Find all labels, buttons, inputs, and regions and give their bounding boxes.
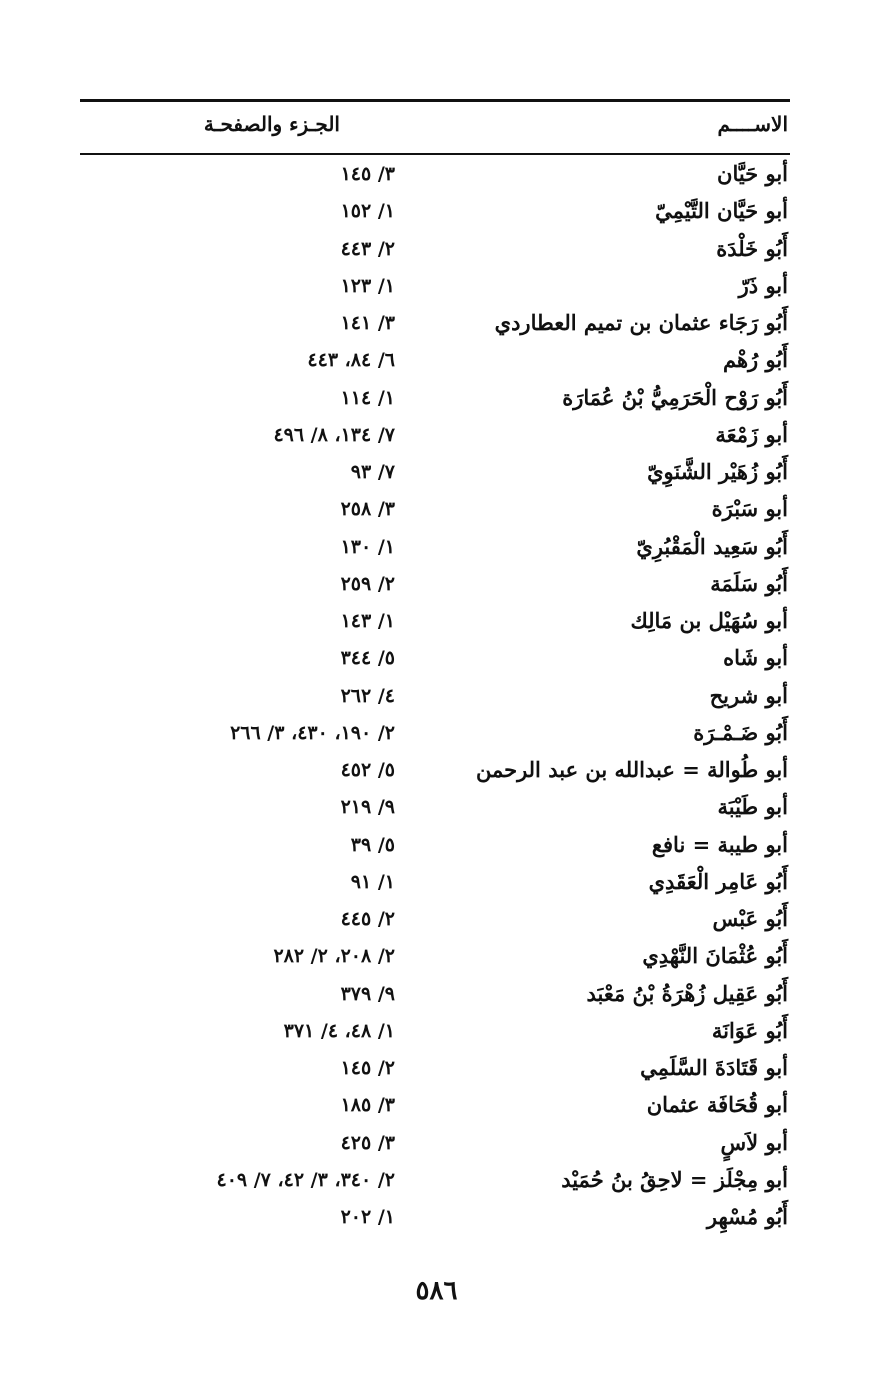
entry-reference-text: ٧/ ٩٣ [350, 461, 395, 483]
index-list [80, 155, 790, 1235]
entry-reference [80, 308, 395, 338]
entry-reference-text: ١/ ١٢٣ [340, 274, 395, 297]
entry-name: أَبُو عُثْمَانَ النَّهْدِي [642, 943, 788, 969]
entry-name: أبو طُوالة = عبدالله بن عبد الرحمن [475, 757, 788, 782]
entry-name: أبو حَيَّان التَّيْمِيّ [655, 198, 788, 224]
index-entry [80, 1086, 790, 1123]
index-entry [80, 490, 790, 527]
index-entry [80, 863, 790, 900]
entry-reference [80, 1090, 395, 1120]
entry-name: أبو ذَرّ [738, 272, 788, 298]
top-rule [80, 99, 790, 102]
entry-reference [80, 1165, 395, 1195]
entry-name: أَبُو مُسْهِر [706, 1204, 788, 1229]
index-entry [80, 1161, 790, 1198]
index-entry [80, 416, 790, 453]
entry-reference-text: ١/ ١٤٣ [340, 610, 395, 632]
entry-reference [80, 979, 395, 1009]
index-entry [80, 379, 790, 416]
entry-name: أَبُو عَقِيل زُهْرَةُ بْنُ مَعْبَد [586, 980, 788, 1006]
entry-name: أَبُو عَامِر الْعَقَدِي [648, 868, 788, 894]
entry-reference [80, 234, 395, 264]
index-entry [80, 826, 790, 863]
entry-reference-text: ١/ ١١٤ [340, 386, 395, 409]
entry-reference-text: ٩/ ٢١٩ [340, 796, 395, 819]
entry-reference-text: ٧/ ١٣٤، ٨/ ٤٩٦ [273, 423, 395, 446]
entry-reference [80, 420, 395, 450]
entry-reference [80, 1128, 395, 1158]
entry-reference [80, 1053, 395, 1083]
table-header [80, 112, 790, 146]
entry-reference [80, 830, 395, 860]
index-entry [80, 937, 790, 974]
index-entry [80, 453, 790, 490]
page-number: ٥٨٦ [415, 1276, 458, 1306]
entry-name: أَبُو رَجَاء عثمان بن تميم العطاردي [494, 310, 788, 335]
entry-name: أَبُو رَوْح الْحَرَمِيُّ بْنُ عُمَارَة [562, 384, 788, 410]
index-entry [80, 341, 790, 378]
entry-reference [80, 681, 395, 711]
entry-reference-text: ٣/ ٢٥٨ [340, 498, 395, 521]
entry-name: أَبُو عَبْس [712, 906, 788, 931]
entry-reference [80, 1016, 395, 1046]
entry-reference [80, 643, 395, 673]
entry-reference-text: ٣/ ١٨٥ [340, 1094, 395, 1117]
entry-name: أبو قَتَادَةَ السَّلَمِي [640, 1055, 788, 1080]
index-entry [80, 1124, 790, 1161]
index-entry [80, 155, 790, 192]
entry-name: أَبُو عَوَانَة [711, 1017, 788, 1043]
index-entry [80, 788, 790, 825]
index-entry [80, 304, 790, 341]
entry-reference-text: ١/ ٩١ [350, 870, 395, 893]
entry-reference [80, 606, 395, 636]
index-entry [80, 267, 790, 304]
entry-reference-text: ٢/ ٢٠٨، ٢/ ٢٨٢ [273, 945, 395, 968]
index-entry [80, 751, 790, 788]
entry-reference [80, 494, 395, 524]
entry-reference [80, 345, 395, 375]
entry-reference-text: ٥/ ٤٥٢ [340, 759, 395, 781]
entry-name: أبو طيبة = نافع [651, 831, 788, 857]
entry-reference-text: ٣/ ٤٢٥ [340, 1131, 395, 1154]
entry-name: أَبُو خَلْدَة [716, 235, 788, 261]
index-entry [80, 975, 790, 1012]
index-entry [80, 565, 790, 602]
entry-name: أبو سُهَيْل بن مَالِك [630, 608, 788, 633]
entry-name: أبو سَبْرَة [711, 496, 788, 522]
entry-reference-text: ١/ ١٣٠ [340, 535, 395, 558]
index-entry [80, 1049, 790, 1086]
index-entry [80, 230, 790, 267]
entry-reference-text: ٢/ ٤٤٥ [340, 908, 395, 930]
entry-reference-text: ٥/ ٣٤٤ [340, 647, 395, 670]
entry-name: أَبُو سَعِيد الْمَقْبُرِيّ [636, 533, 788, 559]
entry-name: أبو طَيْبَة [717, 794, 788, 820]
entry-reference [80, 383, 395, 413]
entry-reference-text: ٣/ ١٤١ [340, 312, 395, 334]
entry-name: أَبُو سَلَمَة [710, 570, 788, 596]
entry-reference-text: ١/ ٤٨، ٤/ ٣٧١ [283, 1019, 395, 1042]
entry-name: أبو مِجْلَز = لاحِقُ بنُ حُمَيْد [561, 1166, 788, 1192]
entry-reference-text: ٢/ ٤٤٣ [340, 237, 395, 260]
entry-name: أَبُو رُهْم [722, 347, 788, 373]
index-entry [80, 677, 790, 714]
entry-reference [80, 792, 395, 822]
entry-reference [80, 755, 395, 785]
entry-reference [80, 271, 395, 301]
header-reference-label: الجـزء والصفحـة [203, 112, 340, 136]
index-entry [80, 192, 790, 229]
entry-reference [80, 532, 395, 562]
entry-name: أَبُو زُهَيْر الشَّنَوِيّ [647, 459, 788, 484]
entry-reference-text: ٢/ ١٤٥ [340, 1057, 395, 1079]
entry-reference [80, 941, 395, 971]
entry-reference-text: ١/ ٢٠٢ [340, 1206, 395, 1228]
entry-reference-text: ٦/ ٨٤، ٤٤٣ [307, 349, 395, 372]
entry-reference [80, 569, 395, 599]
entry-reference [80, 867, 395, 897]
entry-name: أبو لاَسٍ [720, 1129, 788, 1155]
entry-reference-text: ٤/ ٢٦٢ [340, 684, 395, 707]
entry-reference [80, 904, 395, 934]
entry-reference [80, 718, 395, 748]
entry-reference [80, 159, 395, 189]
entry-name: أبو زَمْعَة [715, 421, 788, 447]
entry-name: أبو شَاه [723, 645, 788, 671]
entry-name: أبو حَيَّان [717, 161, 788, 186]
header-name-label: الاســــم [717, 112, 788, 136]
entry-name: أبو شريح [709, 682, 788, 708]
entry-reference-text: ٥/ ٣٩ [350, 833, 395, 856]
index-entry [80, 1012, 790, 1049]
entry-reference-text: ١/ ١٥٢ [340, 200, 395, 223]
entry-reference-text: ٢/ ١٩٠، ٤٣٠، ٣/ ٢٦٦ [230, 721, 395, 744]
index-entry [80, 528, 790, 565]
index-entry [80, 639, 790, 676]
index-entry [80, 602, 790, 639]
entry-reference [80, 457, 395, 487]
entry-name: أبو قُحَافَة عثمان [646, 1092, 788, 1118]
index-entry [80, 714, 790, 751]
entry-reference [80, 196, 395, 226]
entry-name: أَبُو ضَـمْـرَة [693, 719, 788, 745]
entry-reference [80, 1202, 395, 1232]
entry-reference-text: ٢/ ٢٥٩ [340, 572, 395, 595]
entry-reference-text: ٩/ ٣٧٩ [340, 982, 395, 1005]
index-entry [80, 1198, 790, 1235]
entry-reference-text: ٣/ ١٤٥ [340, 163, 395, 185]
entry-reference-text: ٢/ ٣٤٠، ٣/ ٤٢، ٧/ ٤٠٩ [216, 1168, 395, 1191]
index-entry [80, 900, 790, 937]
